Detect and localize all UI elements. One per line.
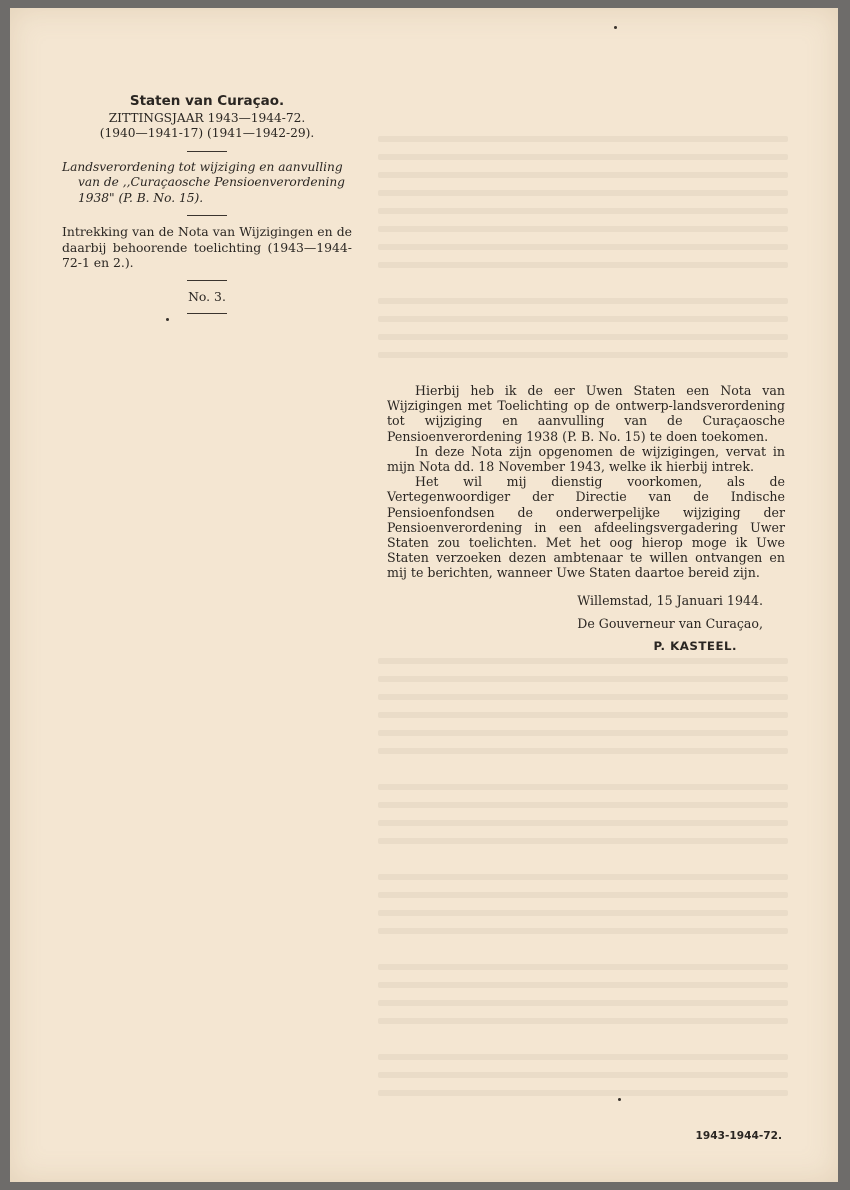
document-header-column (62, 94, 352, 322)
governor-title: De Gouverneur van Curaçao, (577, 615, 763, 631)
subject-line-1: Landsverordening tot wijziging en aanvulling (62, 159, 343, 174)
withdrawal-note: Intrekking van de Nota van Wijzigingen en de daarbij behoorende toelichting (1943—1944-72-1 en 2.). (62, 224, 352, 270)
letter-paragraph: Hierbij heb ik de eer Uwen Staten een Nota van Wijzigingen met Toelichting op de ontwerp-landsverordening tot wijziging en aanvulling van de Curaçaosche Pensioenverordening 1938 (P. B. No. 15) te doen toekomen. (387, 383, 785, 444)
divider (187, 151, 227, 152)
footer-document-code: 1943-1944-72. (695, 1130, 782, 1142)
signature-name: P. KASTEEL. (653, 639, 737, 654)
subject-line-2: van de ,,Curaçaosche Pensioenverordening (78, 175, 345, 189)
place-date: Willemstad, 15 Januari 1944. (577, 592, 763, 608)
document-title: Staten van Curaçao. (129, 93, 285, 109)
letter-paragraph: Het wil mij dienstig voorkomen, als de Vertegenwoordiger der Directie van de Indische Pensioenfondsen de onderwerpelijke wijziging der Pensioenverordening in een afdeelingsvergadering Uwer Staten zou toelichten. Met het oog hierop moge ik Uwe Staten verzoeken dezen ambtenaar te willen ontvangen en mij te berichten, wanneer Uwe Staten daartoe bereid zijn. (387, 474, 785, 581)
subject-heading (62, 160, 352, 207)
divider (187, 313, 227, 314)
letter-body (387, 383, 785, 654)
divider (187, 280, 227, 281)
letter-paragraph: In deze Nota zijn opgenomen de wijzigingen, vervat in mijn Nota dd. 18 November 1943, welke ik hierbij intrek. (387, 443, 785, 475)
document-number: No. 3. (188, 288, 226, 304)
reference-line: (1940—1941-17) (1941—1942-29). (99, 126, 315, 140)
paper-speck (614, 26, 617, 29)
paper-speck (618, 1098, 621, 1101)
document-page (10, 8, 838, 1182)
divider (187, 215, 227, 216)
session-line: ZITTINGSJAAR 1943—1944-72. (108, 110, 306, 125)
subject-line-3: 1938" (P. B. No. 15). (78, 190, 204, 205)
